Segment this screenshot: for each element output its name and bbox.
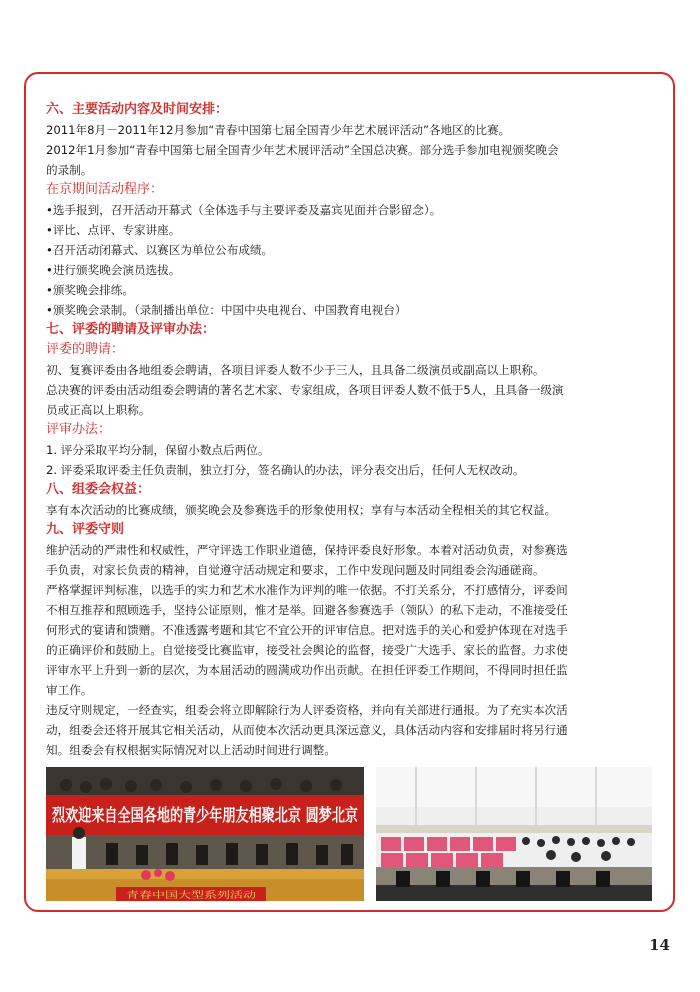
- ceremony-stage-illustration: [46, 767, 449, 901]
- paragraph-line: 初、复赛评委由各地组委会聘请，各项目评委人数不少于三人，且具备二级演员或副高以上职称。: [46, 363, 545, 377]
- paragraph-line: 不相互推荐和照顾选手，坚持公证原则，惟才是举。回避各参赛选手（领队）的私下走动，不准接受任: [46, 603, 568, 617]
- photo-ceremony-stage: [46, 767, 449, 901]
- sign-text: 青春中国大型系列活动: [126, 891, 217, 901]
- paragraph-line: 员或正高以上职称。: [46, 403, 151, 417]
- section-heading: 七、评委的聘请及评审办法：: [46, 322, 216, 337]
- subsection-heading: 评委的聘请：: [46, 342, 125, 357]
- paragraph-line: 违反守则规定，一经查实，组委会将立即解除行为人评委资格，并向有关部进行通报。为了充实本次活: [46, 703, 568, 717]
- paragraph-line: 2011年8月－2011年12月参加“青春中国第七届全国青少年艺术展评活动”各地区的比赛。: [46, 123, 511, 137]
- photo-auditorium: [376, 767, 652, 901]
- paragraph-line: 严格掌握评判标准，以选手的实力和艺术水准作为评判的唯一依据。不打关系分，不打感情分，评委间: [46, 583, 568, 597]
- section-heading: 八、组委会权益：: [46, 482, 151, 497]
- paragraph-line: 评审水平上升到一新的层次，为本届活动的圆满成功作出贡献。在担任评委工作期间，不得同时担任监: [46, 663, 568, 677]
- section-heading: 六、主要活动内容及时间安排：: [46, 102, 229, 117]
- paragraph-line: 2012年1月参加“青春中国第七届全国青少年艺术展评活动”全国总决赛。部分选手参加电视颁奖晚会: [46, 143, 559, 157]
- photo-strip: [46, 767, 652, 901]
- paragraph-line: 维护活动的严肃性和权威性，严守评选工作职业道德，保持评委良好形象。本着对活动负责，对参赛选: [46, 543, 568, 557]
- paragraph-line: 的录制。: [46, 163, 93, 177]
- paragraph-line: •选手报到，召开活动开幕式（全体选手与主要评委及嘉宾见面并合影留念）。: [46, 203, 442, 217]
- paragraph-line: 享有本次活动的比赛成绩，颁奖晚会及参赛选手的形象使用权；享有与本活动全程相关的其它权益。: [46, 503, 557, 517]
- paragraph-line: 审工作。: [46, 683, 93, 697]
- paragraph-line: 2. 评委采取评委主任负责制，独立打分，签名确认的办法，评分表交出后，任何人无权改动。: [46, 463, 525, 477]
- paragraph-line: 知。组委会有权根据实际情况对以上活动时间进行调整。: [46, 743, 336, 757]
- paragraph-line: •评比、点评、专家讲座。: [46, 223, 181, 237]
- paragraph-line: 总决赛的评委由活动组委会聘请的著名艺术家、专家组成，各项目评委人数不低于5人，且具备一级演: [46, 383, 564, 397]
- section-heading: 九、评委守则: [46, 522, 125, 537]
- subsection-heading: 评审办法：: [46, 422, 112, 437]
- paragraph-line: •颁奖晚会录制。（录制播出单位：中国中央电视台、中国教育电视台）: [46, 303, 407, 317]
- auditorium-illustration: [376, 767, 652, 901]
- banner-text: 烈欢迎来自全国各地的青少年朋友相聚北京 圆梦北京: [52, 806, 449, 826]
- paragraph-line: •进行颁奖晚会演员选拔。: [46, 263, 181, 277]
- paragraph-line: 何形式的宴请和馈赠。不准透露考题和其它不宜公开的评审信息。把对选手的关心和爱护体现在对选手: [46, 623, 568, 637]
- subsection-heading: 在京期间活动程序：: [46, 182, 164, 197]
- paragraph-line: 手负责，对家长负责的精神，自觉遵守活动规定和要求，工作中发现问题及时同组委会沟通磋商。: [46, 563, 545, 577]
- paragraph-line: •颁奖晚会排练。: [46, 283, 134, 297]
- paragraph-line: 1. 评分采取平均分制，保留小数点后两位。: [46, 443, 270, 457]
- paragraph-line: 动，组委会还将开展其它相关活动，从而使本次活动更具深远意义，具体活动内容和安排届时将另行通: [46, 723, 568, 737]
- paragraph-line: 的正确评价和鼓励上。自觉接受比赛监审，接受社会舆论的监督，接受广大选手、家长的监督。力求使: [46, 643, 568, 657]
- page-number: 14: [649, 936, 670, 954]
- article-body: [46, 100, 661, 760]
- paragraph-line: •召开活动闭幕式、以赛区为单位公布成绩。: [46, 243, 274, 257]
